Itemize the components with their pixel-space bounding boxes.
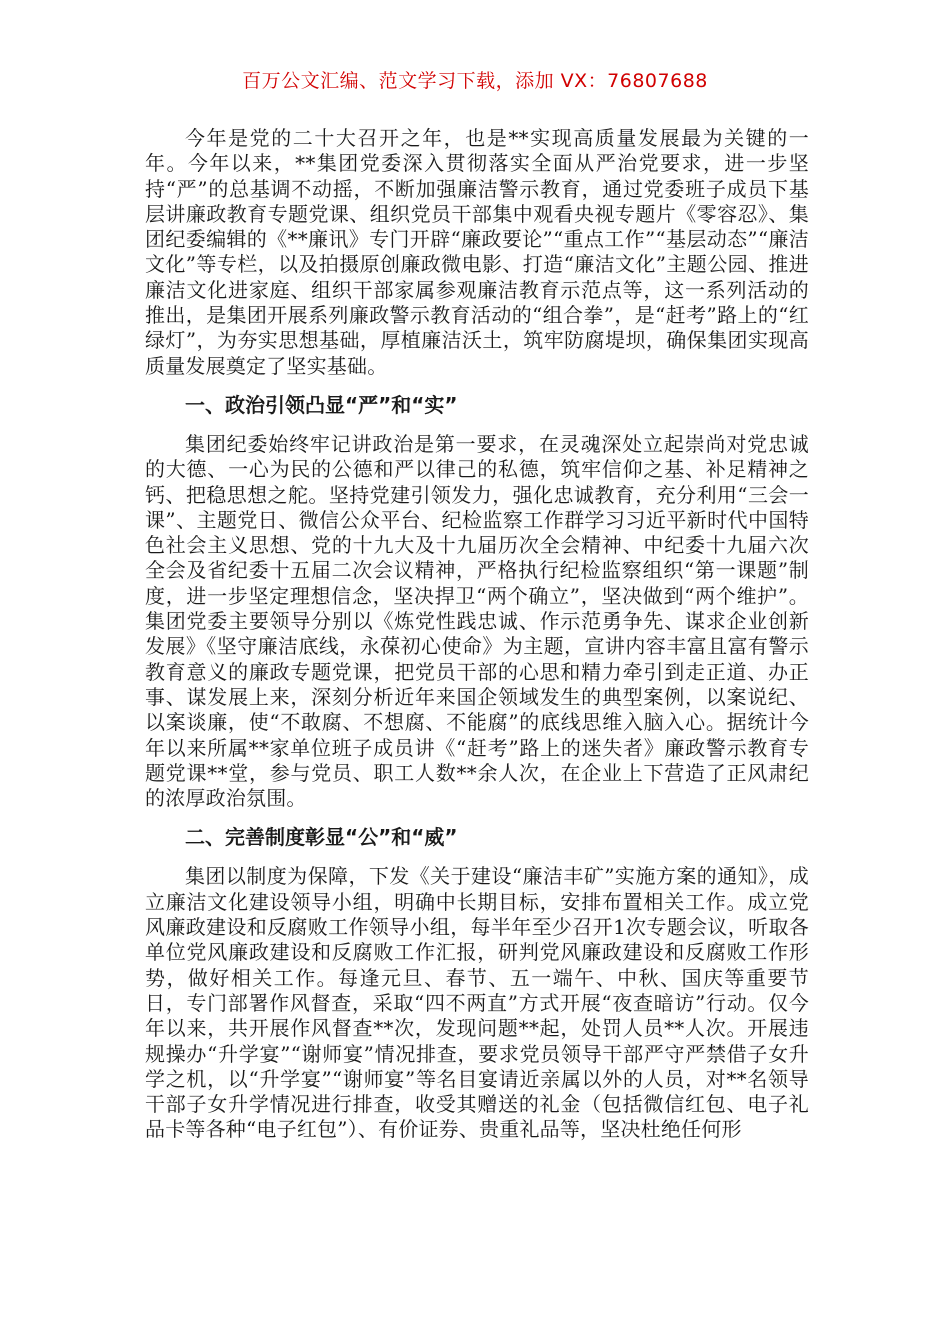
document-body (145, 126, 809, 1143)
section-1-paragraph: 集团纪委始终牢记讲政治是第一要求，在灵魂深处立起崇尚对党忠诚的大德、一心为民的公德和严以律己的私德，筑牢信仰之基、补足精神之钙、把稳思想之舵。坚持党建引领发力，强化忠诚教育，充分利用“三会一课”、主题党日、微信公众平台、纪检监察工作群学习习近平新时代中国特色社会主义思想、党的十九大及十九届历次全会精神、中纪委十九届六次全会及省纪委十五届二次会议精神，严格执行纪检监察组织“第一课题”制度，进一步坚定理想信念，坚决捍卫“两个确立”，坚决做到“两个维护”。集团党委主要领导分别以《炼党性践忠诚、作示范勇争先、谋求企业创新发展》《坚守廉洁底线，永葆初心使命》为主题，宣讲内容丰富且富有警示教育意义的廉政专题党课，把党员干部的心思和精力牵引到走正道、办正事、谋发展上来，深刻分析近年来国企领域发生的典型案例，以案说纪、以案谈廉，使“不敢腐、不想腐、不能腐”的底线思维入脑入心。据统计今年以来所属**家单位班子成员讲《“赶考”路上的迷失者》廉政警示教育专题党课**堂，参与党员、职工人数**余人次，在企业上下营造了正风肃纪的浓厚政治氛围。 (145, 431, 809, 811)
section-2-heading: 二、完善制度彰显“公”和“威” (185, 825, 458, 850)
header-banner: 百万公文汇编、范文学习下载，添加 VX：76807688 (242, 70, 708, 92)
section-2-paragraph: 集团以制度为保障，下发《关于建设“廉洁丰矿”实施方案的通知》，成立廉洁文化建设领导小组，明确中长期目标，安排布置相关工作。成立党风廉政建设和反腐败工作领导小组，每半年至少召开1次专题会议，听取各单位党风廉政建设和反腐败工作汇报，研判党风廉政建设和反腐败工作形势，做好相关工作。每逢元旦、春节、五一端午、中秋、国庆等重要节日，专门部署作风督查，采取“四不两直”方式开展“夜查暗访”行动。仅今年以来，共开展作风督查**次，发现问题**起，处罚人员**人次。开展违规操办“升学宴”“谢师宴”情况排查，要求党员领导干部严守严禁借子女升学之机，以“升学宴”“谢师宴”等名目宴请近亲属以外的人员，对**名领导干部子女升学情况进行排查，收受其赠送的礼金（包括微信红包、电子礼品卡等各种“电子红包”）、有价证券、贵重礼品等，坚决杜绝任何形 (145, 864, 809, 1142)
intro-paragraph: 今年是党的二十大召开之年，也是**实现高质量发展最为关键的一年。今年以来，**集团党委深入贯彻落实全面从严治党要求，进一步坚持“严”的总基调不动摇，不断加强廉洁警示教育，通过党委班子成员下基层讲廉政教育专题党课、组织党员干部集中观看央视专题片《零容忍》、集团纪委编辑的《**廉讯》专门开辟“廉政要论”“重点工作”“基层动态”“廉洁文化”等专栏，以及拍摄原创廉政微电影、打造“廉洁文化”主题公园、推进廉洁文化进家庭、组织干部家属参观廉洁教育示范点等，这一系列活动的推出，是集团开展系列廉政警示教育活动的“组合拳”，是“赶考”路上的“红绿灯”，为夯实思想基础，厚植廉洁沃土，筑牢防腐堤坝，确保集团实现高质量发展奠定了坚实基础。 (145, 126, 809, 378)
section-1-heading: 一、政治引领凸显“严”和“实” (185, 392, 458, 417)
